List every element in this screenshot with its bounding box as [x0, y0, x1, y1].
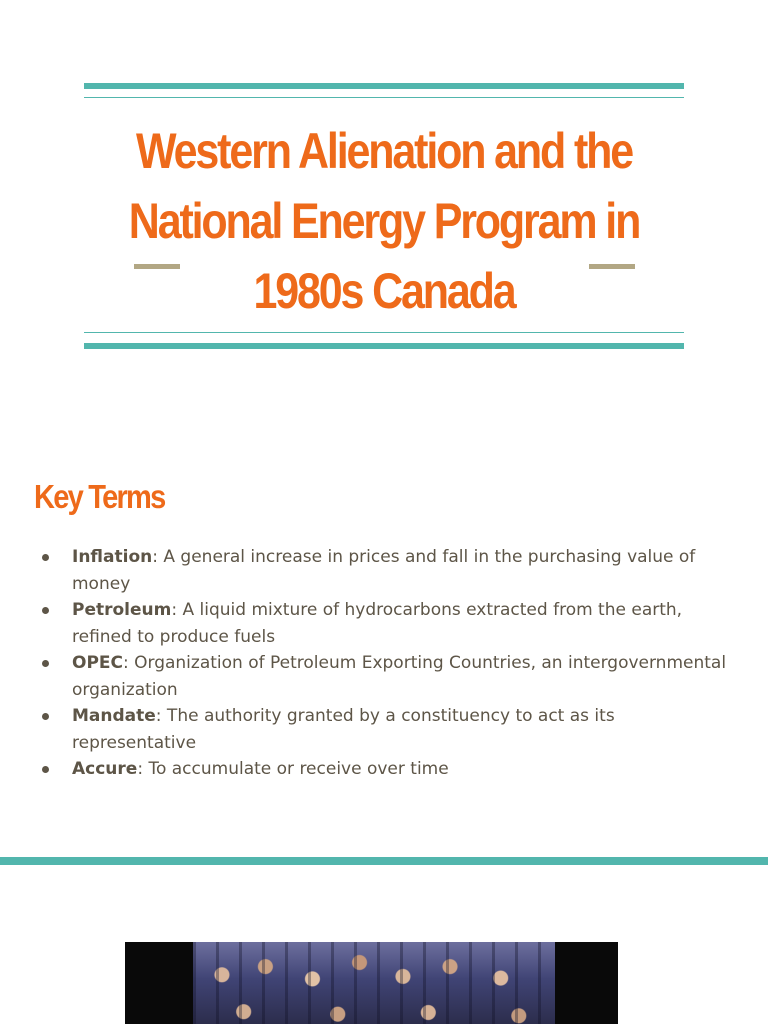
term-definition: : To accumulate or receive over time	[137, 759, 449, 779]
title-top-thick-rule	[84, 83, 684, 89]
list-item	[0, 597, 740, 650]
bullet-icon	[42, 554, 49, 561]
term-name: Mandate	[72, 706, 156, 726]
historical-photo	[125, 942, 618, 1024]
key-terms-heading: Key Terms	[34, 478, 165, 515]
term-name: Accure	[72, 759, 138, 779]
bullet-icon	[42, 607, 49, 614]
title-right-dash	[589, 264, 635, 269]
term-definition: : A liquid mixture of hydrocarbons extracted from the earth, refined to produce fuels	[72, 600, 683, 647]
bullet-icon	[42, 660, 49, 667]
bullet-icon	[42, 713, 49, 720]
list-item	[0, 703, 740, 756]
bullet-icon	[42, 766, 49, 773]
term-definition: : A general increase in prices and fall in the purchasing value of money	[72, 547, 696, 594]
term-definition: : The authority granted by a constituency to act as its representative	[72, 706, 615, 753]
term-definition: : Organization of Petroleum Exporting Countries, an intergovernmental organization	[72, 653, 727, 700]
page-title: Western Alienation and the National Energy Program in 1980s Canada	[128, 123, 640, 319]
title-left-dash	[134, 264, 180, 269]
list-item	[0, 756, 740, 783]
term-name: Inflation	[72, 547, 153, 567]
photo-shading	[193, 942, 555, 1024]
term-name: OPEC	[72, 653, 123, 673]
list-item	[0, 650, 740, 703]
section-divider-rule	[0, 857, 768, 865]
list-item	[0, 544, 740, 597]
title-bottom-thick-rule	[84, 343, 684, 349]
title-top-thin-rule	[84, 97, 684, 98]
key-terms-list	[0, 544, 740, 783]
title-bottom-thin-rule	[84, 332, 684, 333]
term-name: Petroleum	[72, 600, 172, 620]
